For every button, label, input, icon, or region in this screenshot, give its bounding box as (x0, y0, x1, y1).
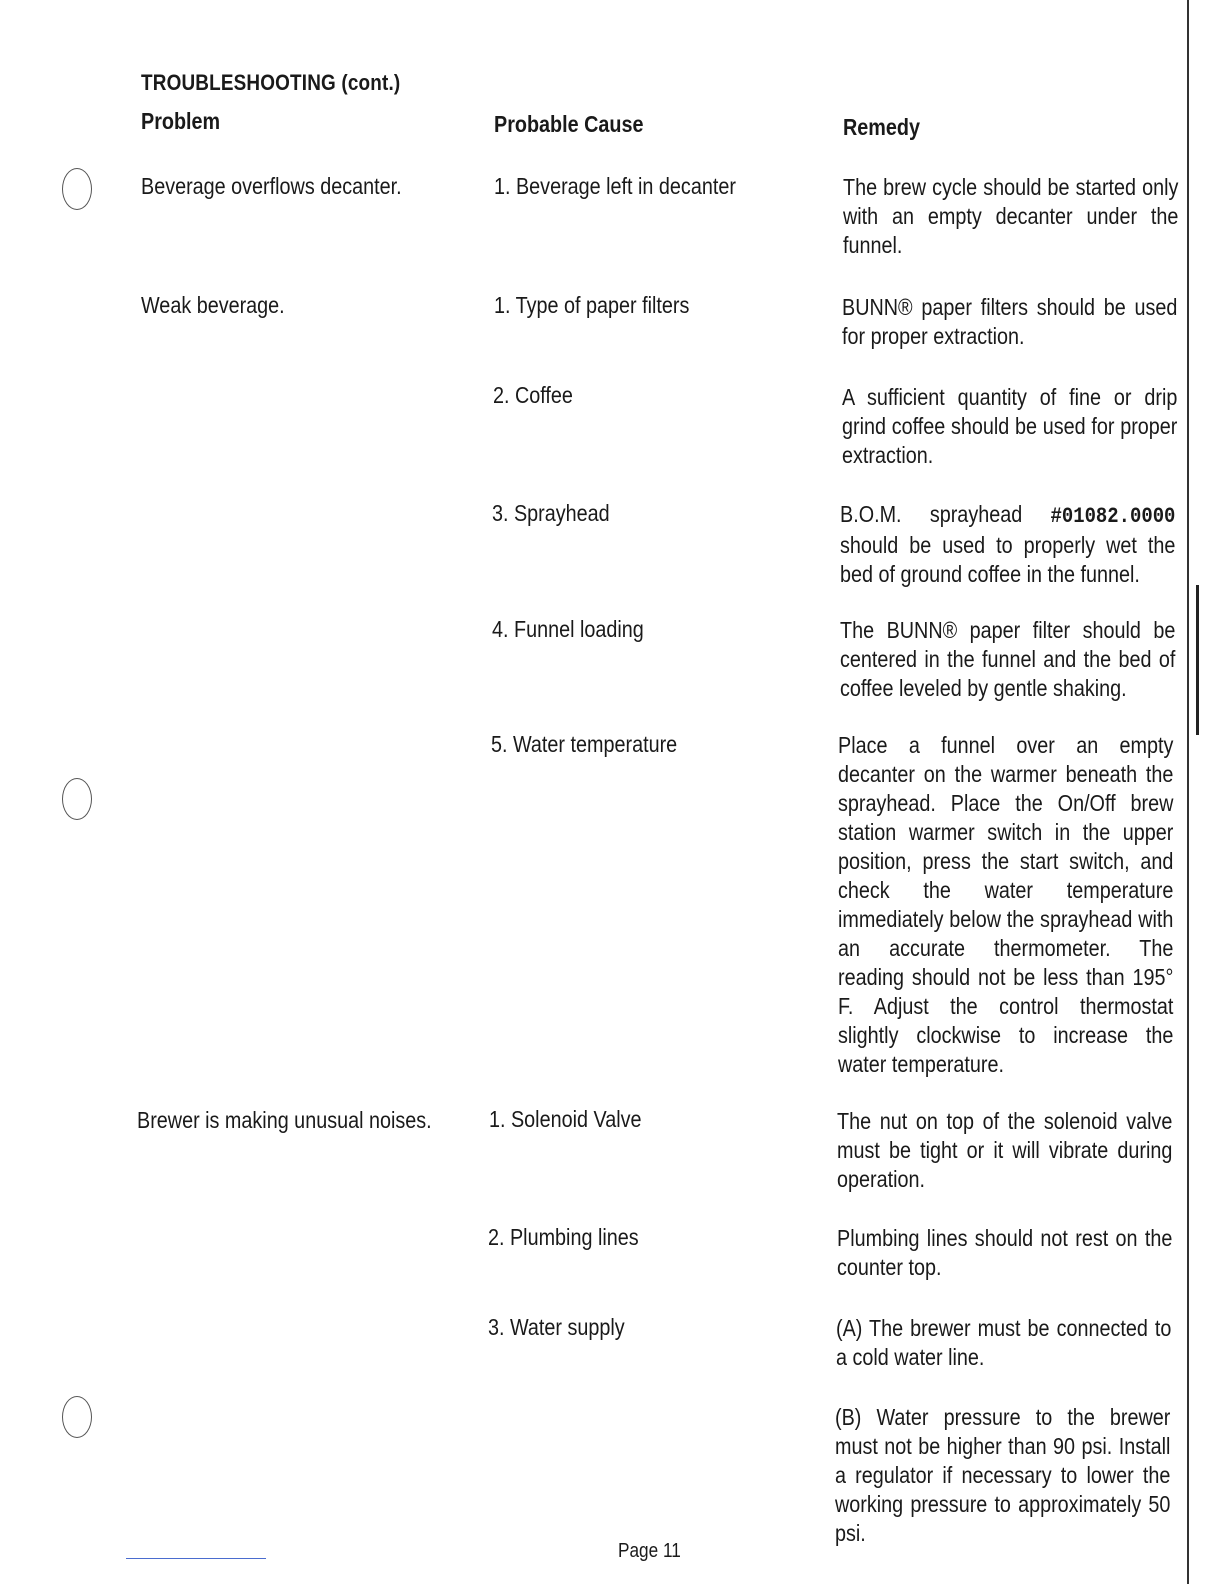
binder-hole-icon (62, 168, 92, 210)
part-number: #01082.0000 (1050, 504, 1176, 529)
remedy-text: (B) Water pressure to the brewer must not be higher than 90 psi. Install a regulator if necessary to lower the working pressure to approximately 50 psi. (835, 1404, 1171, 1546)
problem-text: Weak beverage. (141, 292, 285, 318)
remedy-text-sprayhead (840, 500, 1175, 589)
remedy-text: A sufficient quantity of fine or drip grind coffee should be used for proper extraction. (842, 384, 1178, 468)
binder-hole-icon (62, 1396, 92, 1438)
remedy-text: The BUNN® paper filter should be centered in the funnel and the bed of coffee leveled by gentle shaking. (840, 617, 1176, 701)
right-margin-rule-thick (1196, 585, 1199, 735)
footer-rule (126, 1558, 266, 1559)
section-title: TROUBLESHOOTING (cont.) (141, 70, 401, 95)
cause-text: 4. Funnel loading (492, 616, 644, 642)
cause-text: 1. Solenoid Valve (489, 1106, 642, 1132)
cause-text: 3. Water supply (488, 1314, 625, 1340)
cause-text: 1. Beverage left in decanter (494, 173, 736, 199)
header-problem: Problem (141, 108, 221, 134)
problem-text: Brewer is making unusual noises. (137, 1107, 432, 1133)
remedy-text: Plumbing lines should not rest on the counter top. (837, 1225, 1173, 1280)
remedy-text: (A) The brewer must be connected to a cold water line. (836, 1315, 1172, 1370)
right-margin-rule (1187, 0, 1189, 1584)
remedy-text: The brew cycle should be started only with an empty decanter under the funnel. (843, 174, 1179, 258)
header-remedy: Remedy (843, 114, 920, 140)
cause-text: 3. Sprayhead (492, 500, 610, 526)
header-probable-cause: Probable Cause (494, 111, 644, 137)
cause-text: 5. Water temperature (491, 731, 678, 757)
cause-text: 2. Coffee (493, 382, 573, 408)
remedy-text: The nut on top of the solenoid valve must be tight or it will vibrate during operation. (837, 1108, 1173, 1192)
binder-hole-icon (62, 778, 92, 820)
problem-text: Beverage overflows decanter. (141, 173, 402, 199)
remedy-text: should be used to properly wet the bed of ground coffee in the funnel. (840, 532, 1176, 587)
cause-text: 2. Plumbing lines (488, 1224, 639, 1250)
page-number: Page 11 (618, 1540, 681, 1562)
remedy-text: Place a funnel over an empty decanter on the warmer beneath the sprayhead. Place the On/Off brew station warmer switch in the upper position, press the start switch, and check the water temperature immediately below the sprayhead with an accurate thermometer. The reading should not be less than 195° F. Adjust the control thermostat slightly clockwise to increase the water temperature. (838, 732, 1174, 1077)
remedy-text: B.O.M. sprayhead (840, 501, 1023, 527)
remedy-text: BUNN® paper filters should be used for proper extraction. (842, 294, 1178, 349)
cause-text: 1. Type of paper filters (494, 292, 690, 318)
